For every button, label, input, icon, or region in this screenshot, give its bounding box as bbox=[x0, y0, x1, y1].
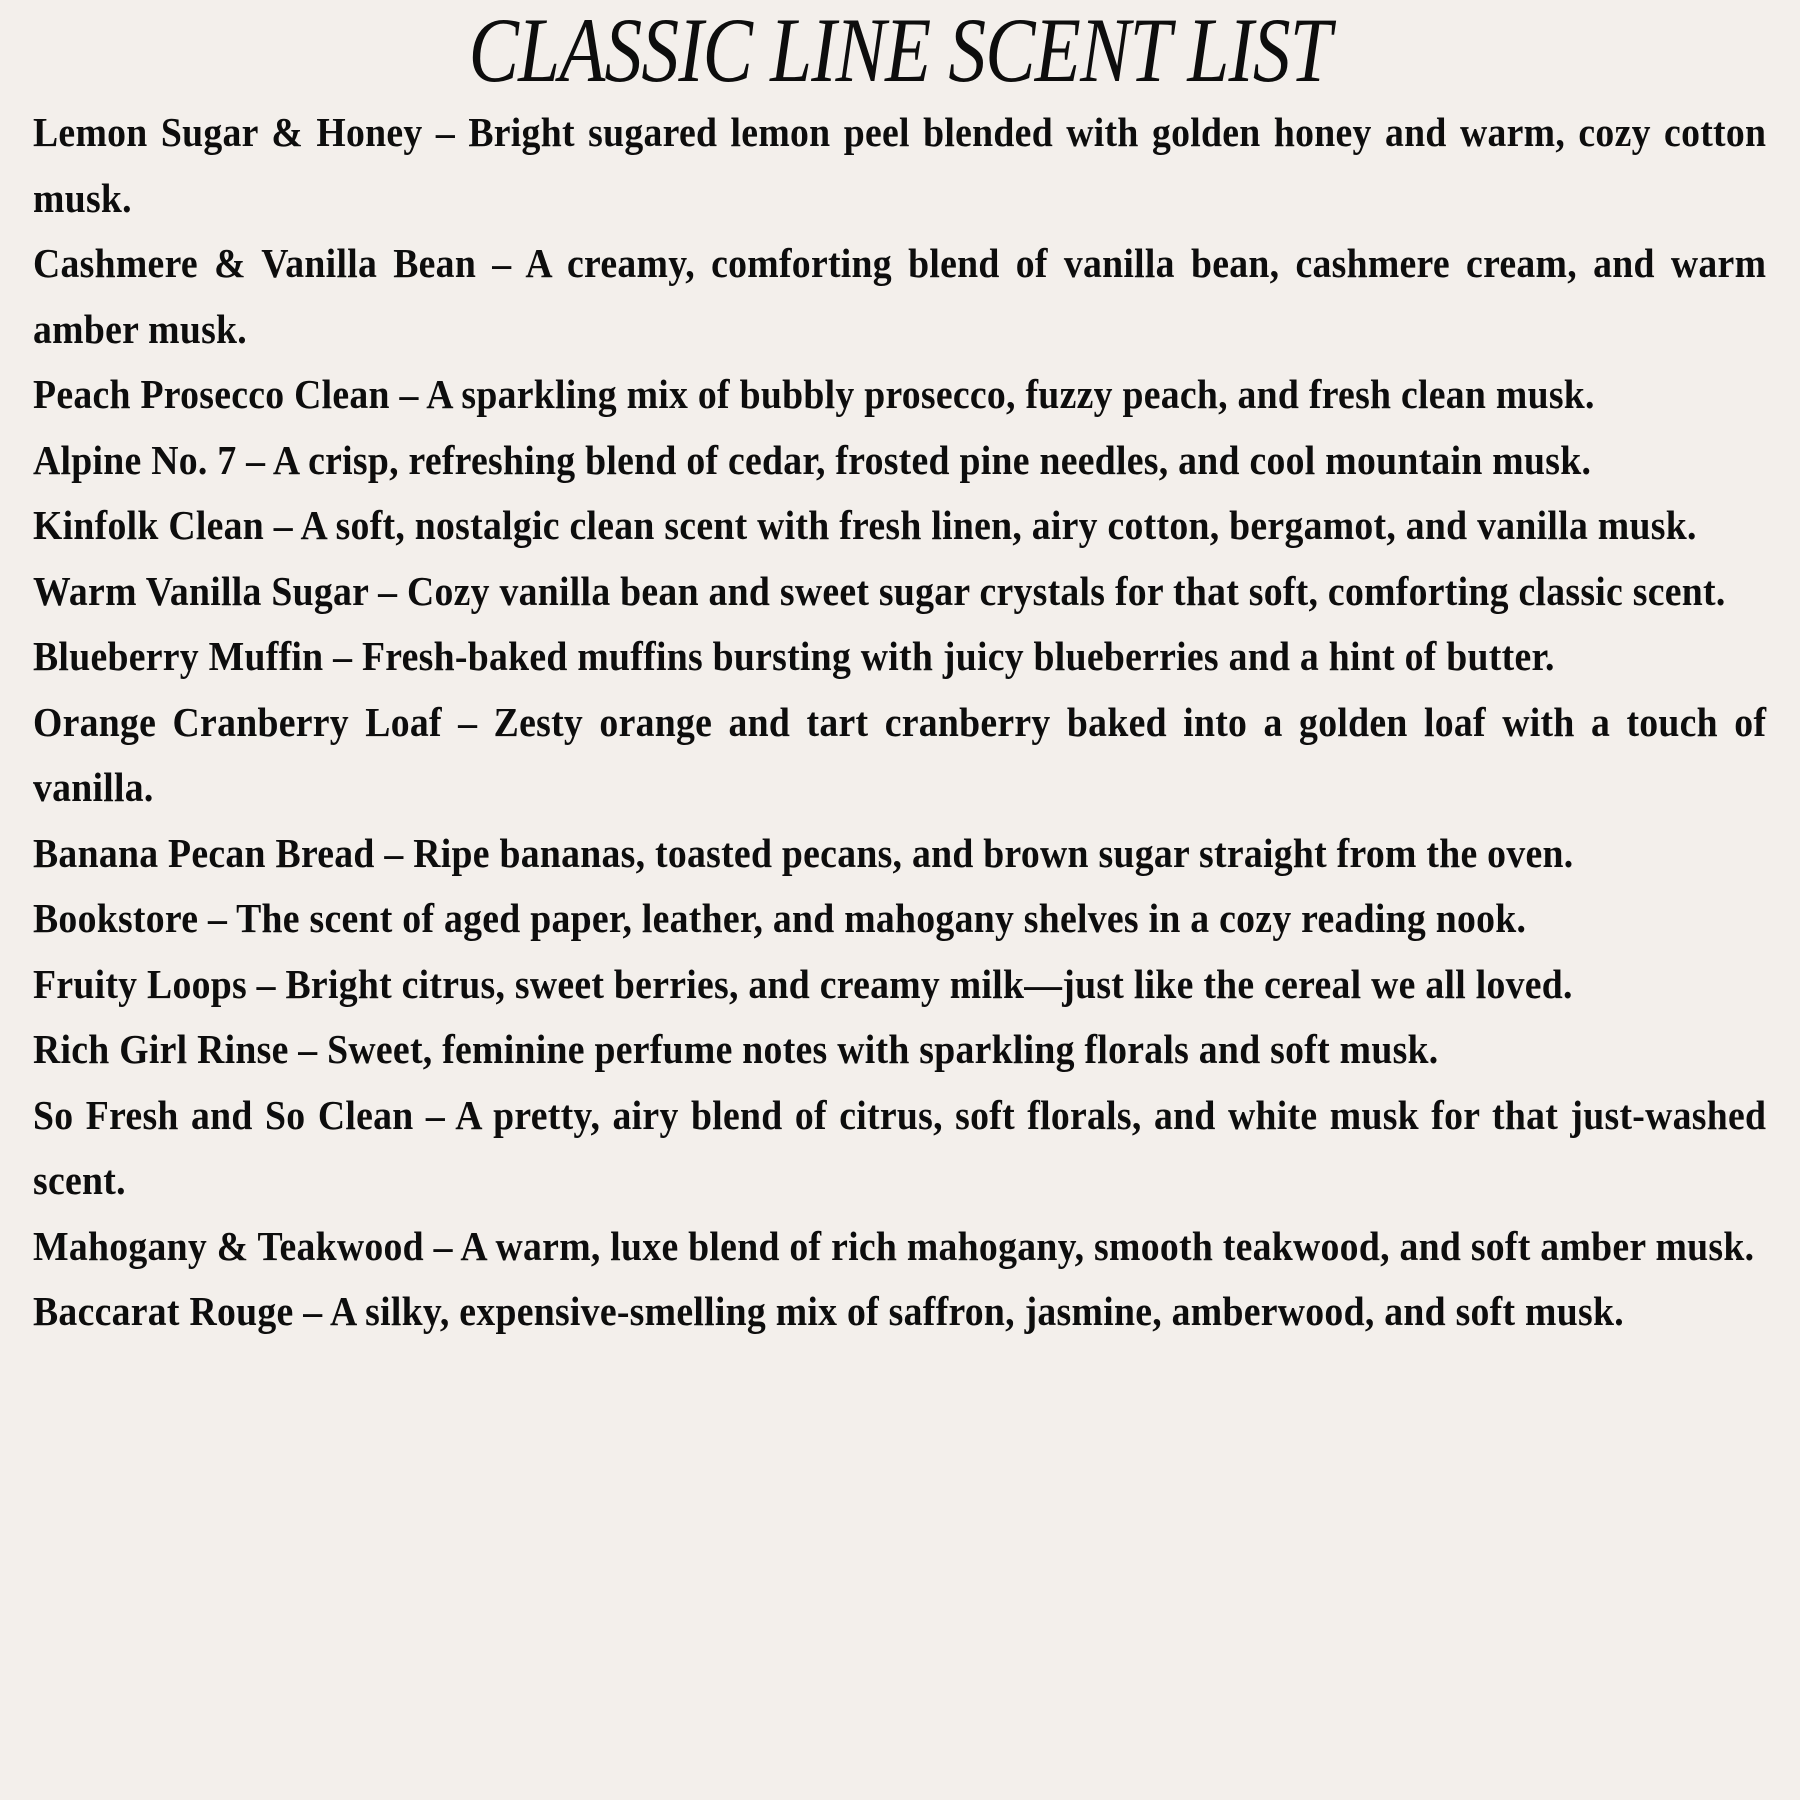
scent-item: Rich Girl Rinse – Sweet, feminine perfume notes with sparkling florals and soft musk. bbox=[33, 1026, 1439, 1072]
scent-item: Bookstore – The scent of aged paper, leather, and mahogany shelves in a cozy reading nook. bbox=[33, 895, 1527, 941]
page-title-text: CLASSIC LINE SCENT LIST bbox=[468, 0, 1332, 101]
scent-item: Mahogany & Teakwood – A warm, luxe blend of rich mahogany, smooth teakwood, and soft amber musk. bbox=[33, 1222, 1755, 1269]
scent-item: Alpine No. 7 – A crisp, refreshing blend of cedar, frosted pine needles, and cool mountain musk. bbox=[33, 436, 1592, 483]
scent-item: Banana Pecan Bread – Ripe bananas, toasted pecans, and brown sugar straight from the oven. bbox=[33, 829, 1574, 876]
scent-item: Baccarat Rouge – A silky, expensive-smelling mix of saffron, jasmine, amberwood, and soft musk. bbox=[33, 1288, 1624, 1334]
scent-item: Kinfolk Clean – A soft, nostalgic clean scent with fresh linen, airy cotton, bergamot, and vanilla musk. bbox=[33, 502, 1697, 548]
scent-item: So Fresh and So Clean – A pretty, airy blend of citrus, soft florals, and white musk for that just-washed scent. bbox=[33, 1091, 1767, 1203]
scent-item: Warm Vanilla Sugar – Cozy vanilla bean and sweet sugar crystals for that soft, comforting classic scent. bbox=[33, 567, 1726, 614]
scent-item: Orange Cranberry Loaf – Zesty orange and tart cranberry baked into a golden loaf with a touch of vanilla. bbox=[33, 698, 1767, 810]
scent-item: Cashmere & Vanilla Bean – A creamy, comforting blend of vanilla bean, cashmere cream, and warm amber musk. bbox=[33, 240, 1767, 352]
scent-item: Fruity Loops – Bright citrus, sweet berries, and creamy milk—just like the cereal we all loved. bbox=[33, 960, 1573, 1007]
scent-item: Lemon Sugar & Honey – Bright sugared lemon peel blended with golden honey and warm, cozy cotton musk. bbox=[33, 109, 1767, 221]
scent-item: Peach Prosecco Clean – A sparkling mix of bubbly prosecco, fuzzy peach, and fresh clean musk. bbox=[33, 371, 1595, 417]
scent-list bbox=[33, 100, 1766, 1345]
scent-item: Blueberry Muffin – Fresh-baked muffins bursting with juicy blueberries and a hint of butter. bbox=[33, 633, 1555, 679]
page-title bbox=[0, 0, 1800, 101]
